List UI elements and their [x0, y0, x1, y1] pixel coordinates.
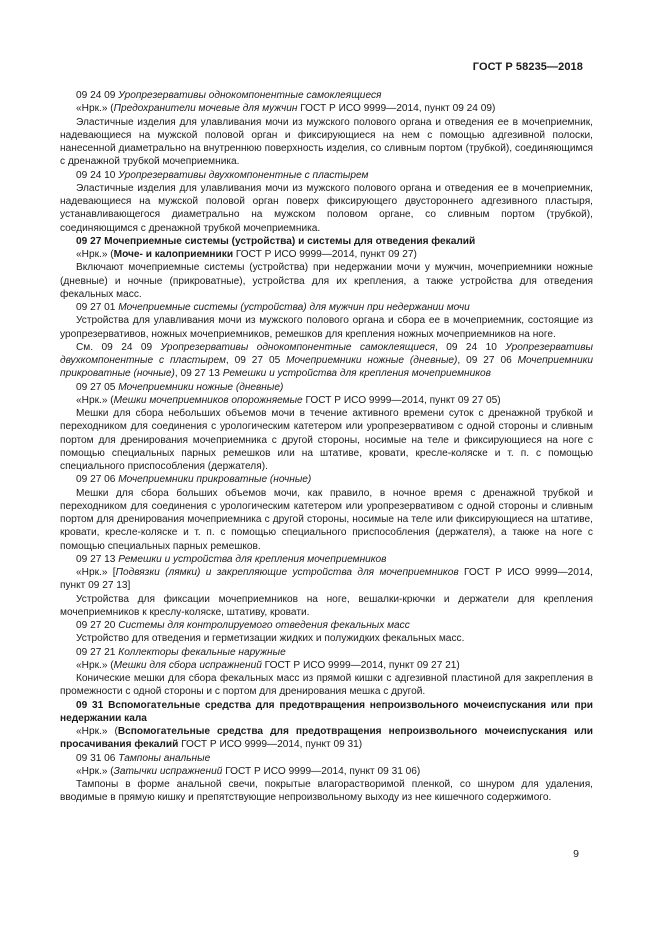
- text-run: , 09 27 06: [457, 355, 518, 366]
- text-run: Эластичные изделия для улавливания мочи из мужского полового органа и отведения ее в мочеприемник, надевающиеся на мужской половой орган и фиксирующиеся на нем с помощью адгезивной полоски, нанесенной диаметрально на внутреннюю поверхность изделия, со сливным портом (трубкой), соединяющимся с дренажной трубкой мочеприемника.: [60, 116, 593, 168]
- paragraph: [60, 89, 593, 102]
- text-run: 09 27 06: [76, 474, 119, 486]
- paragraph: [60, 407, 593, 473]
- text-run: ГОСТ Р ИСО 9999—2014, пункт 09 31 06): [222, 765, 421, 777]
- document-id: ГОСТ Р 58235—2018: [472, 61, 583, 73]
- text-run: Мешки для сбора небольших объемов мочи в течение активного времени суток с дренажной трубкой и переходником для соединения с урологическим катетером или уропрезервативом с одной стороны и сливным портом для дренирования мочеприемника с другой стороны, носимые на теле и фиксирующиеся на ноге с помощью специальных парных ремешков или на штативе, кровати, кресле-коляске и т. п. с помощью специального приспособления (держателя).: [60, 408, 593, 472]
- text-run: Устройство для отведения и герметизации жидких и полужидких фекальных масс.: [76, 633, 465, 645]
- paragraph: [60, 725, 593, 752]
- italic-term: Подвязки (лямки) и закрепляющие устройства для мочеприемников: [115, 567, 459, 578]
- italic-term: Мочеприемные системы (устройства) для мужчин при недержании мочи: [118, 302, 470, 313]
- document-body: [60, 89, 593, 805]
- text-run: «Нрк.» (: [76, 726, 118, 737]
- bold-heading: Моче- и калоприемники: [113, 249, 234, 260]
- bold-heading: 09 27 Мочеприемные системы (устройства) и системы для отведения фекалий: [76, 235, 476, 247]
- italic-term: Мочеприемники ножные (дневные): [286, 355, 458, 366]
- paragraph: [60, 116, 593, 169]
- italic-term: Мочеприемники прикроватные (ночные): [60, 355, 594, 380]
- text-run: , 09 27 05: [225, 355, 287, 366]
- italic-term: Мешки для сбора испражнений: [113, 659, 262, 671]
- text-run: «Нрк.» (: [76, 394, 114, 406]
- paragraph: [60, 487, 593, 553]
- paragraph: [60, 248, 593, 261]
- text-run: 09 27 01: [76, 302, 119, 313]
- paragraph: [60, 632, 593, 645]
- text-run: См. 09 24 09: [76, 341, 161, 353]
- paragraph: [60, 301, 593, 314]
- text-run: «Нрк.» (: [76, 103, 114, 115]
- paragraph: [60, 593, 593, 620]
- text-run: «Нрк.» (: [76, 659, 114, 671]
- paragraph: [60, 381, 593, 394]
- text-run: 09 27 20: [76, 620, 119, 631]
- text-run: «Нрк.» (: [76, 765, 114, 777]
- text-run: , 09 27 13: [174, 368, 223, 380]
- text-run: ГОСТ Р ИСО 9999—2014, пункт 09 27): [233, 249, 417, 260]
- text-run: Конические мешки для сбора фекальных масс из прямой кишки с адгезивной пластиной для закрепления в промежности с одной стороны и с портом для дренирования мешка с другой.: [60, 673, 593, 698]
- paragraph: [60, 261, 593, 301]
- paragraph: [60, 619, 593, 632]
- bold-heading: Вспомогательные средства для предотвращения непроизвольного мочеиспускания или просачивания фекалий: [60, 726, 593, 751]
- italic-term: Предохранители мочевые для мужчин: [113, 103, 298, 115]
- text-run: 09 24 10: [76, 169, 119, 181]
- text-run: ГОСТ Р ИСО 9999—2014, пункт 09 31): [178, 739, 363, 751]
- italic-term: Мешки мочеприемников опорожняемые: [113, 394, 303, 406]
- italic-term: Ремешки и устройства для крепления мочеприемников: [118, 553, 387, 565]
- paragraph: [60, 553, 593, 566]
- bold-heading: 09 31 Вспомогательные средства для предотвращения непроизвольного мочеиспускания или при недержании кала: [60, 699, 593, 724]
- text-run: «Нрк.» (: [76, 249, 114, 260]
- paragraph: [60, 699, 593, 726]
- text-run: , 09 24 10: [435, 341, 506, 353]
- text-run: ГОСТ Р ИСО 9999—2014, пункт 09 24 09): [297, 103, 496, 115]
- text-run: ГОСТ Р ИСО 9999—2014, пункт 09 27 21): [261, 659, 460, 671]
- paragraph: [60, 659, 593, 672]
- text-run: ГОСТ Р ИСО 9999—2014, пункт 09 27 05): [302, 394, 501, 406]
- paragraph: [60, 394, 593, 407]
- italic-term: Уропрезервативы двухкомпонентные с пластырем: [60, 341, 593, 366]
- text-run: Включают мочеприемные системы (устройства) при недержании мочи у мужчин, мочеприемники ножные (дневные) и ночные (прикроватные), устройства для их крепления, а также устройства для отведения фекальных масс.: [60, 262, 593, 300]
- paragraph: [60, 778, 593, 805]
- paragraph: [60, 169, 593, 182]
- text-run: Устройства для улавливания мочи из мужского полового органа и сбора ее в мочеприемник, состоящие из уропрезервативов, ножных мочеприемников, ремешков для крепления ножных мочеприемников на ноге.: [60, 315, 593, 340]
- paragraph: [60, 473, 593, 486]
- italic-term: Коллекторы фекальные наружные: [118, 646, 286, 658]
- paragraph: [60, 341, 593, 381]
- paragraph: [60, 646, 593, 659]
- paragraph: [60, 314, 593, 341]
- italic-term: Затычки испражнений: [113, 765, 223, 777]
- text-run: ГОСТ Р ИСО 9999—2014, пункт 09 27 13]: [60, 567, 593, 592]
- paragraph: [60, 566, 593, 593]
- text-run: 09 24 09: [76, 90, 119, 101]
- text-run: 09 27 21: [76, 646, 119, 658]
- paragraph: [60, 752, 593, 765]
- italic-term: Мочеприемники ножные (дневные): [118, 381, 284, 393]
- text-run: «Нрк.» [: [76, 567, 116, 578]
- italic-term: Ремешки и устройства для крепления мочеприемников: [222, 368, 491, 380]
- text-run: 09 27 05: [76, 381, 119, 393]
- text-run: Устройства для фиксации мочеприемников на ноге, вешалки-крючки и держатели для крепления мочеприемников к креслу-коляске, штативу, кровати.: [60, 593, 593, 618]
- italic-term: Системы для контролируемого отведения фекальных масс: [118, 620, 410, 631]
- italic-term: Уропрезервативы двухкомпонентные с пластырем: [118, 169, 369, 181]
- text-run: 09 31 06: [76, 752, 119, 764]
- italic-term: Тампоны анальные: [118, 752, 211, 764]
- paragraph: [60, 672, 593, 699]
- text-run: 09 27 13: [76, 553, 119, 565]
- paragraph: [60, 182, 593, 235]
- text-run: Мешки для сбора больших объемов мочи, как правило, в ночное время с дренажной трубкой и переходником для соединения с урологическим катетером или уропрезервативом с одной стороны и сливным портом для дренирования мочеприемника с другой стороны, носимые на теле или фиксирующиеся на штативе, кровати, кресле-коляске и т. п. с помощью специального приспособления (держателя), а также на ноге с помощью специальных парных ремешков.: [60, 487, 593, 552]
- italic-term: Уропрезервативы однокомпонентные самоклеящиеся: [160, 341, 435, 353]
- italic-term: Мочеприемники прикроватные (ночные): [118, 474, 312, 486]
- page-number: 9: [573, 848, 579, 860]
- italic-term: Уропрезервативы однокомпонентные самоклеящиеся: [118, 90, 382, 101]
- text-run: Эластичные изделия для улавливания мочи из мужского полового органа и отведения ее в мочеприемник, надевающиеся на мужской половой орган поверх фиксирующего двустороннего адгезивного пластыря, устанавливающегося диаметрально на мужском половом органе, со сливным портом (трубкой), соединяющимся с дренажной трубкой мочеприемника.: [60, 182, 593, 234]
- text-run: Тампоны в форме анальной свечи, покрытые влагорастворимой пленкой, со шнуром для удаления, вводимые в прямую кишку и препятствующие непроизвольному выходу из нее кишечного содержимого.: [60, 779, 593, 804]
- paragraph: [60, 235, 593, 248]
- paragraph: [60, 102, 593, 115]
- paragraph: [60, 765, 593, 778]
